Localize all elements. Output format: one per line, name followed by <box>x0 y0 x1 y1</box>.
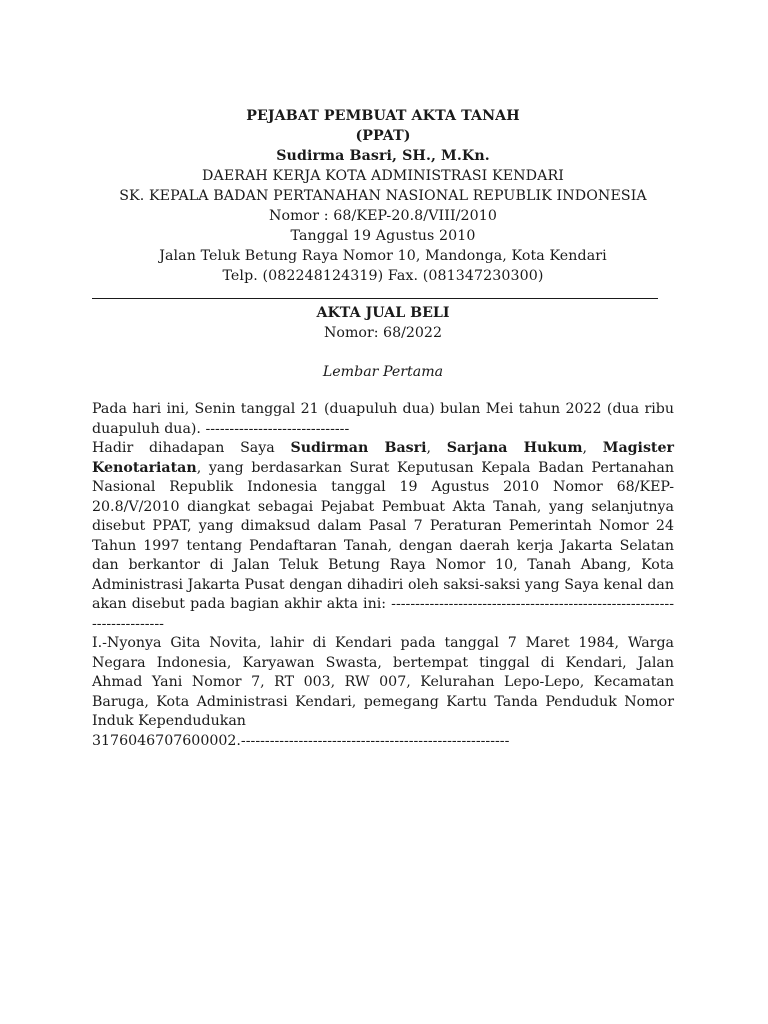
letterhead-work-area: DAERAH KERJA KOTA ADMINISTRASI KENDARI <box>202 168 564 184</box>
letterhead-title: PEJABAT PEMBUAT AKTA TANAH <box>246 108 520 124</box>
appearance-prefix: Hadir dihadapan Saya <box>92 440 291 456</box>
letterhead-contact: Telp. (082248124319) Fax. (081347230300) <box>222 268 544 284</box>
deed-body <box>92 400 674 751</box>
party-one-paragraph: I.-Nyonya Gita Novita, lahir di Kendari pada tanggal 7 Maret 1984, Warga Negara Indonesia, Karyawan Swasta, bertempat tinggal di Kendari, Jalan Ahmad Yani Nomor 7, RT 003, RW 007, Kelurahan Lepo-Lepo, Kecamatan Baruga, Kota Administrasi Kendari, pemegang Kartu Tanda Penduduk Nomor Induk Kependudukan <box>92 635 674 729</box>
ppat-name: Sudirman Basri <box>290 440 427 456</box>
letterhead-decree-number: Nomor : 68/KEP-20.8/VIII/2010 <box>268 208 498 224</box>
letterhead-decree: SK. KEPALA BADAN PERTANAHAN NASIONAL REPUBLIK INDONESIA <box>119 188 647 204</box>
appearance-separator-1: , <box>426 440 447 456</box>
header-divider <box>92 298 658 299</box>
letterhead-decree-date: Tanggal 19 Agustus 2010 <box>290 228 476 244</box>
appearance-separator-2: , <box>582 440 603 456</box>
deed-sheet-label: Lembar Pertama <box>322 364 444 380</box>
letterhead-official-name: Sudirma Basri, SH., M.Kn. <box>276 148 490 164</box>
deed-number: Nomor: 68/2022 <box>324 325 442 341</box>
letterhead-address: Jalan Teluk Betung Raya Nomor 10, Mandonga, Kota Kendari <box>159 248 607 264</box>
ppat-letterhead <box>92 106 674 286</box>
ppat-degree-1: Sarjana Hukum <box>446 440 583 456</box>
ppat-degree-2: Magister Kenotariatan <box>92 440 674 476</box>
deed-heading <box>92 303 674 343</box>
deed-title: AKTA JUAL BELI <box>316 305 450 321</box>
appearance-text: , yang berdasarkan Surat Keputusan Kepala Badan Pertanahan Nasional Republik Indonesia tanggal 19 Agustus 2010 Nomor 68/KEP-20.8/V/2010 diangkat sebagai Pejabat Pembuat Akta Tanah, yang selanjutnya disebut PPAT, yang dimaksud dalam Pasal 7 Peraturan Pemerintah Nomor 24 Tahun 1997 tentang Pendaftaran Tanah, dengan daerah kerja Jakarta Selatan dan berkantor di Jalan Teluk Betung Raya Nomor 10, Tanah Abang, Kota Administrasi Jakarta Pusat dengan dihadiri oleh saksi-saksi yang Saya kenal dan akan disebut pada bagian akhir akta ini: -------------------------------------------------------------------------- <box>92 459 674 632</box>
appearance-paragraph <box>92 439 674 634</box>
party-one-id-number: 3176046707600002.-------------------------------------------------------- <box>92 732 510 749</box>
opening-paragraph: Pada hari ini, Senin tanggal 21 (duapuluh dua) bulan Mei tahun 2022 (dua ribu duapuluh dua). ------------------------------ <box>92 401 674 437</box>
letterhead-abbreviation: (PPAT) <box>355 128 411 144</box>
